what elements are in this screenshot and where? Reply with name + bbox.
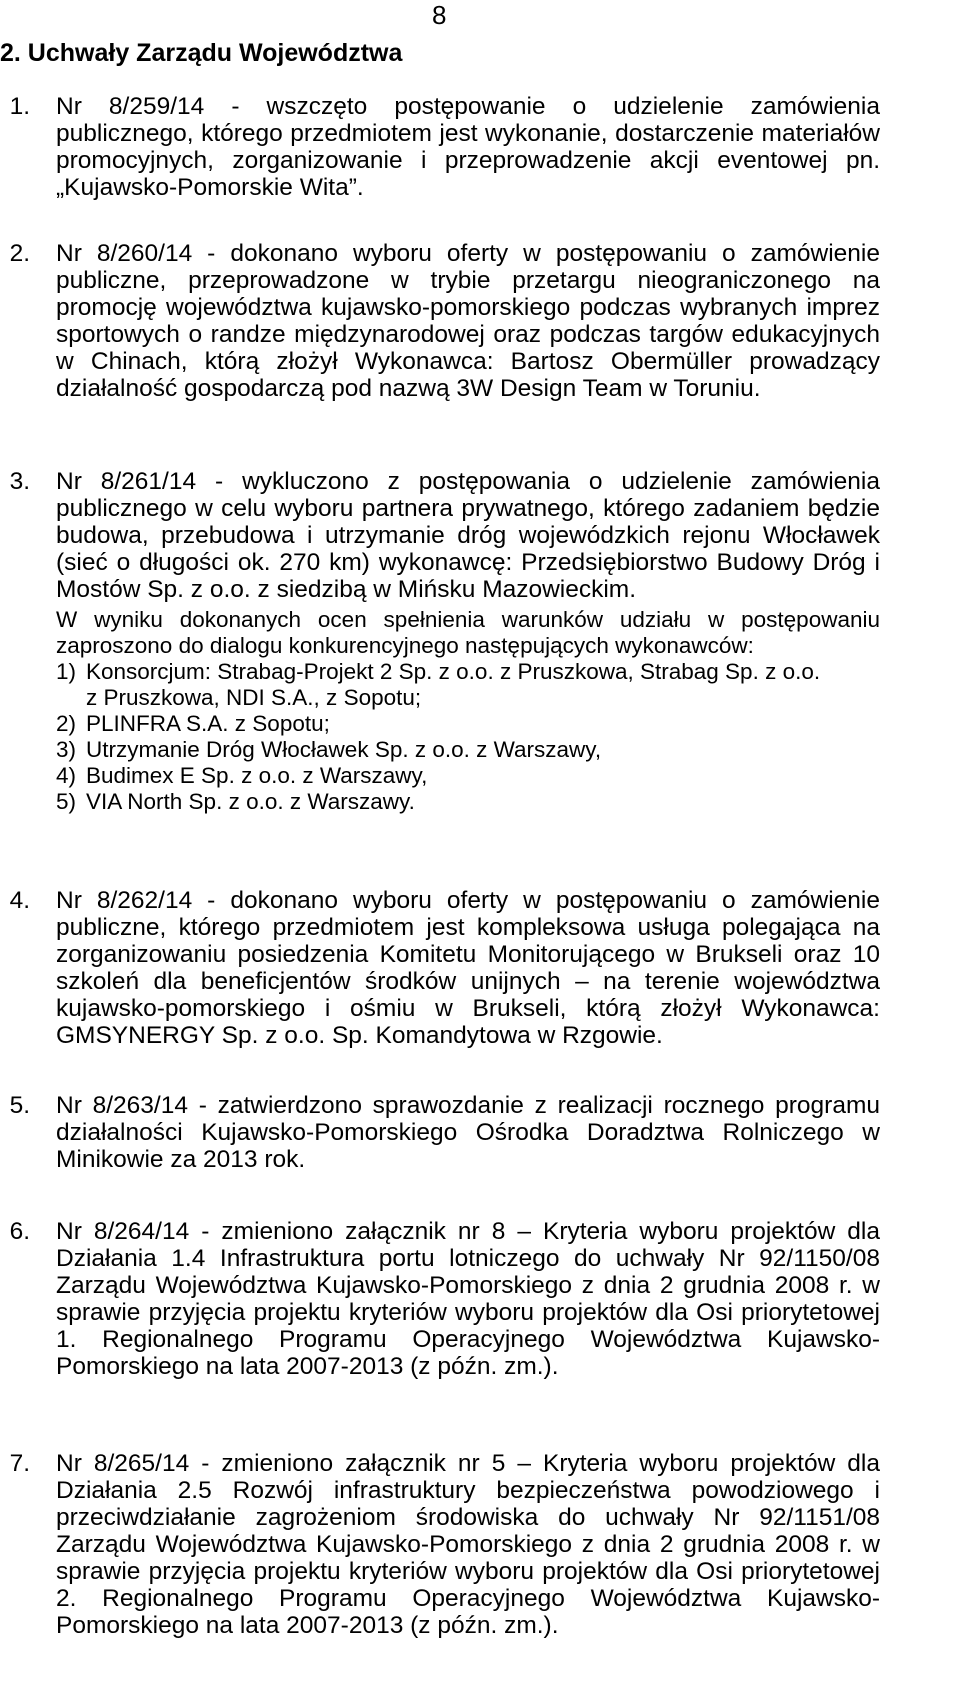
item-number: 7. [9, 1450, 30, 1477]
item-number: 3. [9, 468, 30, 495]
item-number: 4. [9, 887, 30, 914]
item-text: Nr 8/265/14 - zmieniono załącznik nr 5 – Kryteria wyboru projektów dla Działania 2.5 Rozwój infrastruktury bezpieczeństwa powodziowego i przeciwdziałanie zagrożeniom środowiska do uchwały Nr 92/1151/08 Zarządu Województwa Kujawsko-Pomorskiego z dnia 2 grudnia 2008 r. w sprawie przyjęcia projektu kryteriów wyboru projektów dla Osi priorytetowej 2. Regionalnego Programu Operacyjnego Województwa Kujawsko-Pomorskiego na lata 2007-2013 (z późn. zm.). [56, 1450, 880, 1639]
item-text: Nr 8/264/14 - zmieniono załącznik nr 8 – Kryteria wyboru projektów dla Działania 1.4 Infrastruktura portu lotniczego do uchwały Nr 92/1150/08 Zarządu Województwa Kujawsko-Pomorskiego z dnia 2 grudnia 2008 r. w sprawie przyjęcia projektu kryteriów wyboru projektów dla Osi priorytetowej 1. Regionalnego Programu Operacyjnego Województwa Kujawsko-Pomorskiego na lata 2007-2013 (z późn. zm.). [56, 1218, 880, 1380]
contractor-list [56, 659, 880, 815]
item-number: 2. [9, 240, 30, 267]
resolution-item-1 [9, 93, 880, 201]
item-text: Nr 8/259/14 - wszczęto postępowanie o udzielenie zamówienia publicznego, którego przedmiotem jest wykonanie, dostarczenie materiałów promocyjnych, zorganizowanie i przeprowadzenie akcji eventowej pn. „Kujawsko-Pomorskie Wita”. [56, 93, 880, 201]
resolution-item-4 [9, 887, 880, 1049]
resolution-item-5 [9, 1092, 880, 1173]
subparagraph-text: W wyniku dokonanych ocen spełnienia warunków udziału w postępowaniu zaproszono do dialogu konkurencyjnego następujących wykonawców: [56, 607, 880, 658]
resolution-item-3 [9, 468, 880, 815]
resolution-item-2 [9, 240, 880, 402]
section-title: 2. Uchwały Zarządu Województwa [0, 39, 403, 67]
item-text: Nr 8/262/14 - dokonano wyboru oferty w postępowaniu o zamówienie publiczne, którego przedmiotem jest kompleksowa usługa polegająca na zorganizowaniu posiedzenia Komitetu Monitorującego w Brukseli oraz 10 szkoleń dla beneficjentów środków unijnych – na terenie województwa kujawsko-pomorskiego i ośmiu w Brukseli, którą złożył Wykonawca: GMSYNERGY Sp. z o.o. Sp. Komandytowa w Rzgowie. [56, 887, 880, 1049]
item-number: 6. [9, 1218, 30, 1245]
item-text: Nr 8/261/14 - wykluczono z postępowania o udzielenie zamówienia publicznego w celu wyboru partnera prywatnego, którego zadaniem będzie budowa, przebudowa i utrzymanie dróg wojewódzkich rejonu Włocławek (sieć o długości ok. 270 km) wykonawcę: Przedsiębiorstwo Budowy Dróg i Mostów Sp. z o.o. z siedzibą w Mińsku Mazowieckim. [56, 468, 880, 603]
list-item: 3) Utrzymanie Dróg Włocławek Sp. z o.o. z Warszawy, [56, 737, 602, 762]
item-text: Nr 8/260/14 - dokonano wyboru oferty w postępowaniu o zamówienie publiczne, przeprowadzone w trybie przetargu nieograniczonego na promocję województwa kujawsko-pomorskiego podczas wybranych imprez sportowych o randze międzynarodowej oraz podczas targów edukacyjnych w Chinach, którą złożył Wykonawca: Bartosz Obermüller prowadzący działalność gospodarczą pod nazwą 3W Design Team w Toruniu. [56, 240, 880, 402]
page-number: 8 [432, 0, 447, 30]
resolution-item-6 [9, 1218, 880, 1380]
item-number: 1. [9, 93, 30, 120]
list-item: 2) PLINFRA S.A. z Sopotu; [56, 711, 330, 736]
list-item: 5) VIA North Sp. z o.o. z Warszawy. [56, 789, 415, 814]
item-subparagraph [56, 607, 880, 815]
item-number: 5. [9, 1092, 30, 1119]
resolution-item-7 [9, 1450, 880, 1639]
list-item: 1) Konsorcjum: Strabag-Projekt 2 Sp. z o.o. z Pruszkowa, Strabag Sp. z o.o. z Pruszkowa, NDI S.A., z Sopotu; [56, 659, 821, 710]
item-text: Nr 8/263/14 - zatwierdzono sprawozdanie z realizacji rocznego programu działalności Kujawsko-Pomorskiego Ośrodka Doradztwa Rolniczego w Minikowie za 2013 rok. [56, 1092, 880, 1173]
list-item: 4) Budimex E Sp. z o.o. z Warszawy, [56, 763, 428, 788]
